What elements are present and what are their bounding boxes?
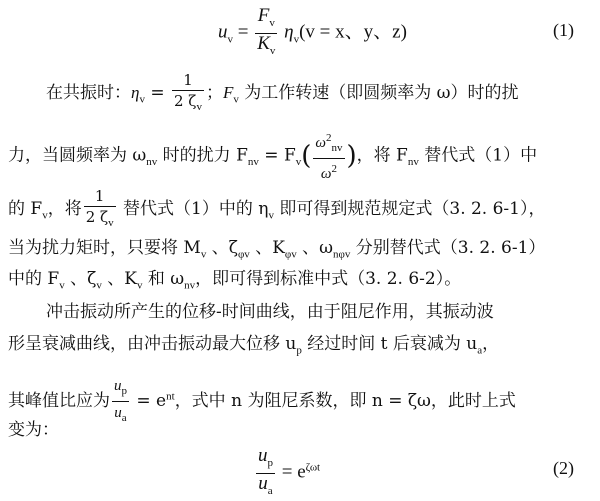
p1-l4-d: 、ω	[296, 238, 334, 258]
p1-fraction	[172, 70, 204, 117]
p1-l5-sub1: v	[59, 279, 65, 292]
eq1-den-sub: v	[269, 44, 276, 57]
para2-line3	[8, 375, 516, 428]
p1-l2-a: 力，当圆频率为 ω	[8, 145, 147, 166]
p1-l2-e: 替代式（1）中	[418, 145, 538, 166]
p1-eq: =	[144, 83, 170, 103]
p1-l4: 当为扰力矩时，只要将 M	[8, 238, 201, 258]
p1-l4-sub3: φv	[284, 248, 297, 261]
p1-l5-c: 、K	[101, 269, 137, 289]
p1-l5-sub2: v	[96, 279, 102, 292]
p1-l3-c: 替代式（1）中的 η	[117, 199, 269, 219]
p1-l4-sub1: v	[200, 248, 207, 261]
para1-line5	[8, 267, 461, 297]
p2-l2-b: 经过时间 t 后衰减为 u	[301, 334, 478, 354]
p1-frac-num: 1	[172, 70, 204, 91]
p2-ratio-den-sub: a	[121, 412, 127, 424]
p1-l5-e: ，即可得到标准中式（3. 2. 6-2）。	[195, 269, 462, 289]
p1-lparen: (	[301, 141, 312, 171]
p1-l2-b: 时的扰力 F	[157, 145, 248, 166]
p2-ratio-num: u	[114, 378, 122, 394]
p2-l1: 冲击振动所产生的位移-时间曲线，由于阻尼作用，其振动波	[46, 302, 494, 322]
eq2-eq: = e	[277, 461, 306, 483]
p1-l2-c: = F	[258, 145, 296, 166]
p2-l2-b-sub: a	[477, 344, 483, 357]
eq1-lhs-sub: v	[227, 33, 233, 46]
p1-ratio	[313, 128, 344, 184]
p1-l1-c: 为工作转速（即圆频率为 ω）时的扰	[238, 83, 519, 103]
eq2-num-sub: p	[267, 456, 273, 469]
p1-l1-a: 在共振时：	[46, 83, 131, 103]
p1-l3-b: ，将	[47, 199, 82, 219]
para1-line1	[46, 70, 519, 117]
eq2-den: u	[258, 472, 268, 494]
eq1-equals: =	[237, 21, 254, 43]
p1-l3-a-sub: v	[42, 209, 48, 222]
p1-F-sub: v	[233, 93, 239, 106]
p1-l5: 中的 F	[8, 269, 60, 289]
equation-1-number: (1)	[553, 20, 574, 40]
p2-ratio-num-sub: p	[121, 385, 127, 397]
p2-l2-a-sub: p	[296, 344, 302, 357]
para2-line2	[8, 332, 499, 362]
p1-l5-d: 和 ω	[142, 269, 185, 289]
p1-l3-a: 的 F	[8, 199, 43, 219]
p1-l2-a-sub: nv	[146, 155, 158, 168]
p1-eta: η	[131, 83, 140, 102]
p1-ratio-num-sup: 2	[326, 132, 332, 144]
p1-l5-sub4: nv	[184, 279, 196, 292]
p1-l4-sub4: nφv	[333, 248, 351, 261]
p1-l4-c: 、K	[249, 238, 285, 258]
eq1-num-sub: v	[269, 16, 275, 29]
eq2-num: u	[258, 445, 268, 466]
p2-l2-a: 形呈衰减曲线，由冲击振动最大位移 u	[8, 334, 297, 354]
equation-2-number: (2)	[553, 458, 574, 478]
p1-l3-frac-den: 2 ζ	[85, 208, 109, 226]
p1-l3-fraction	[84, 186, 116, 233]
para1-line2	[8, 128, 537, 184]
equation-1	[218, 6, 407, 61]
p1-ratio-num: ω	[315, 135, 326, 151]
p1-l2-b-sub: nv	[247, 155, 259, 168]
p1-l4-b: 、ζ	[206, 238, 238, 258]
p1-ratio-den-sup: 2	[331, 163, 337, 175]
eq1-fraction	[255, 6, 277, 61]
p1-F: F	[222, 83, 234, 102]
p1-l3-frac-den-sub: v	[108, 217, 114, 229]
p2-ratio-den: u	[114, 405, 122, 421]
eq2-fraction	[256, 446, 275, 501]
p1-ratio-den: ω	[320, 166, 332, 182]
eq1-eta-sub: v	[293, 33, 300, 46]
p1-l3-c-sub: v	[268, 209, 274, 222]
p2-l3-a: 其峰值比应为	[8, 391, 110, 411]
p1-frac-den-sub: v	[196, 101, 202, 113]
p1-l5-b: 、ζ	[64, 269, 97, 289]
p1-eta-sub: v	[139, 93, 145, 106]
eq1-args: (v = x、y、z)	[299, 21, 407, 43]
eq1-den: K	[257, 32, 270, 54]
eq2-den-sub: a	[267, 484, 273, 497]
para1-line3	[8, 186, 546, 233]
para1-line4	[8, 236, 545, 266]
eq2-sup: ζωt	[305, 461, 321, 474]
p1-l2-d-sub: nv	[407, 155, 419, 168]
p2-l3-b: ，式中 n 为阻尼系数，即 n = ζω，此时上式	[174, 391, 516, 411]
p1-l3-frac-num: 1	[84, 186, 116, 207]
p2-l3-eq: = e	[131, 391, 167, 411]
eq1-eta: η	[284, 21, 294, 43]
p1-l4-e: 分别替代式（3. 2. 6-1）	[350, 238, 546, 258]
eq1-lhs: u	[218, 21, 228, 43]
para2-line1	[46, 300, 494, 324]
p1-frac-den: 2 ζ	[174, 92, 197, 110]
equation-2	[254, 446, 320, 501]
p1-l2-c-sub: v	[295, 155, 302, 168]
p2-l4: 变为：	[8, 420, 59, 440]
p1-l4-sub2: φv	[237, 248, 250, 261]
p1-rparen: )	[346, 141, 357, 171]
p2-l3-sup: nt	[166, 390, 175, 403]
eq1-num: F	[257, 5, 270, 26]
p1-l1-b: ；	[205, 83, 223, 103]
p1-ratio-num-sub: nv	[331, 142, 343, 154]
para2-line4	[8, 418, 59, 442]
p2-l2-c: ，	[482, 334, 500, 354]
p1-l2-d: ，将 F	[356, 145, 408, 166]
p2-ratio	[112, 375, 129, 428]
p1-l3-d: 即可得到规范规定式（3. 2. 6-1），	[273, 199, 546, 219]
p1-l5-sub3: v	[136, 279, 143, 292]
